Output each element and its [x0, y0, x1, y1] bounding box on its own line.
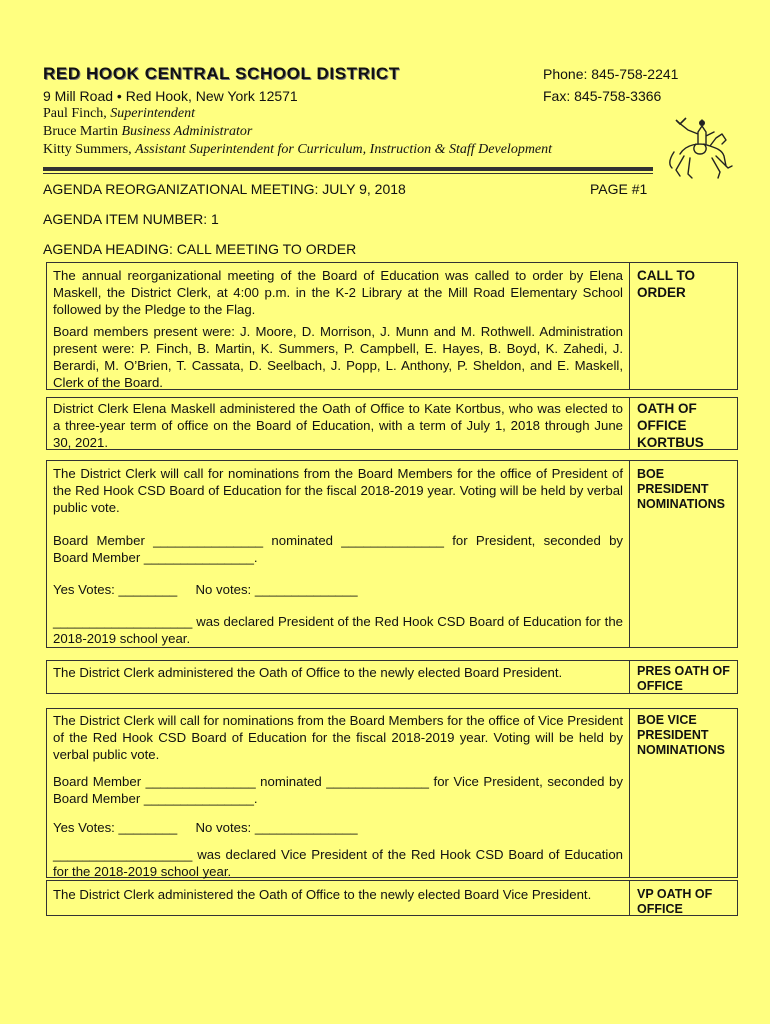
nomination-line: Board Member _______________ nominated ______________ for President, seconded by Board Member _______________. — [53, 533, 623, 565]
side-label: BOE PRESIDENT NOMINATIONS — [637, 467, 725, 511]
votes-line: Yes Votes: ________ No votes: ______________ — [53, 582, 358, 597]
votes-line: Yes Votes: ________ No votes: ______________ — [53, 820, 358, 835]
section-call-to-order — [46, 262, 738, 390]
paragraph: District Clerk Elena Maskell administered the Oath of Office to Kate Kortbus, who was elected to a three-year term of office on the Board of Education, with a term of July 1, 2018 through June 30, 2021. — [53, 401, 623, 450]
knight-on-horse-icon — [666, 114, 740, 184]
section-president-oath — [46, 660, 738, 694]
staff-superintendent: Paul Finch, Superintendent — [43, 106, 196, 121]
paragraph: The District Clerk administered the Oath of Office to the newly elected Board Vice President. — [53, 887, 592, 902]
side-label: OATH OF OFFICE KORTBUS — [637, 401, 704, 450]
agenda-title: AGENDA REORGANIZATIONAL MEETING: JULY 9, 2018 — [43, 181, 406, 197]
header-rule-thin — [43, 173, 653, 174]
side-label: VP OATH OF OFFICE — [637, 887, 713, 916]
fax-number: Fax: 845-758-3366 — [543, 88, 662, 104]
staff-business-admin: Bruce Martin Business Administrator — [43, 124, 253, 139]
section-vice-president-oath — [46, 880, 738, 916]
district-address: 9 Mill Road • Red Hook, New York 12571 — [43, 88, 298, 104]
paragraph: The District Clerk will call for nominations from the Board Members for the office of Vice President of the Red Hook CSD Board of Education for the fiscal 2018-2019 year. Voting will be held by verbal public vote. — [53, 713, 623, 762]
section-president-nominations — [46, 460, 738, 648]
staff-assistant-superintendent: Kitty Summers, Assistant Superintendent for Curriculum, Instruction & Staff Development — [43, 142, 553, 157]
paragraph: The District Clerk will call for nominations from the Board Members for the office of President of the Red Hook CSD Board of Education for the fiscal 2018-2019 year. Voting will be held by verbal public vote. — [53, 466, 623, 515]
agenda-heading: AGENDA HEADING: CALL MEETING TO ORDER — [43, 241, 357, 257]
side-label: CALL TO ORDER — [637, 268, 696, 300]
paragraph: Board members present were: J. Moore, D. Morrison, J. Munn and M. Rothwell. Administration present were: P. Finch, B. Martin, K. Summers, P. Campbell, E. Hayes, B. Boyd, K. Zahedi, J. Berardi, M. O’Brien, T. Cassata, D. Seelbach, J. Popp, L. Anthony, P. Sheldon, and E. Maskell, Clerk of the Board. — [53, 324, 623, 390]
nomination-line: Board Member _______________ nominated ______________ for Vice President, seconded by Board Member _______________. — [53, 774, 623, 806]
side-label: BOE VICE PRESIDENT NOMINATIONS — [637, 713, 725, 757]
agenda-item-number: AGENDA ITEM NUMBER: 1 — [43, 211, 219, 227]
section-oath-kortbus — [46, 397, 738, 450]
district-name: RED HOOK CENTRAL SCHOOL DISTRICT — [43, 64, 400, 83]
phone-number: Phone: 845-758-2241 — [543, 66, 679, 82]
declared-line: ___________________ was declared Vice President of the Red Hook CSD Board of Education for the 2018-2019 school year. — [53, 847, 623, 879]
side-label: PRES OATH OF OFFICE — [637, 664, 730, 693]
paragraph: The District Clerk administered the Oath of Office to the newly elected Board President. — [53, 665, 563, 680]
section-vice-president-nominations — [46, 708, 738, 878]
header-rule-thick — [43, 167, 653, 171]
page-number: PAGE #1 — [590, 181, 648, 197]
paragraph: The annual reorganizational meeting of the Board of Education was called to order by Elena Maskell, the District Clerk, at 4:00 p.m. in the K-2 Library at the Mill Road Elementary School followed by the Pledge to the Flag. — [53, 268, 623, 317]
declared-line: ___________________ was declared President of the Red Hook CSD Board of Education for the 2018-2019 school year. — [53, 614, 623, 646]
